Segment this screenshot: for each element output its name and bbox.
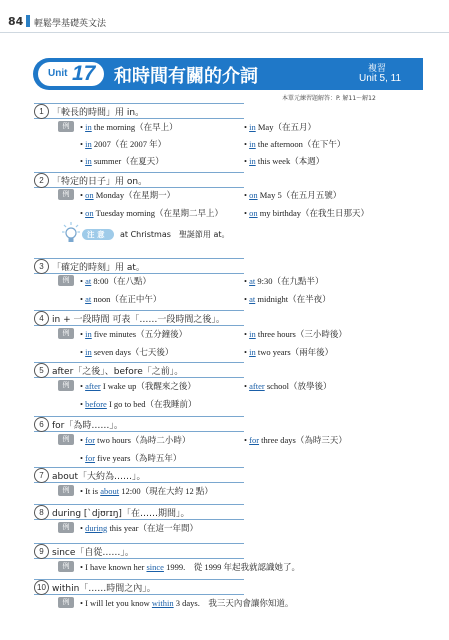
example-prefix: • <box>80 190 86 200</box>
example-prefix: • <box>80 208 86 218</box>
section-title: after「之後」、before「之前」。 <box>52 367 184 377</box>
example-suffix: five years（為時五年） <box>95 453 182 463</box>
preposition-underlined: in <box>249 347 256 357</box>
example-prefix: • It is <box>80 486 101 496</box>
section-header-2 <box>34 172 244 188</box>
preposition-underlined: for <box>249 435 260 445</box>
example-item <box>80 207 223 219</box>
example-suffix: two hours（為時二小時） <box>95 435 191 445</box>
preposition-underlined: in <box>85 122 92 132</box>
example-item <box>244 380 332 392</box>
preposition-underlined: after <box>249 381 265 391</box>
example-suffix: the morning（在早上） <box>91 122 178 132</box>
preposition-underlined: on <box>85 190 94 200</box>
example-prefix: • <box>80 139 86 149</box>
example-item <box>80 293 161 305</box>
example-item <box>244 189 341 201</box>
section-title: in + 一段時間 可表「……一段時間之後」。 <box>52 315 225 325</box>
preposition-underlined: after <box>85 381 101 391</box>
section-title: since「自從……」。 <box>52 548 134 558</box>
preposition-underlined: for <box>85 453 96 463</box>
section-number: 7 <box>34 468 49 483</box>
example-suffix: midnight（在半夜） <box>255 294 331 304</box>
example-prefix: • <box>244 276 250 286</box>
header-divider <box>0 32 449 33</box>
example-item <box>80 597 293 609</box>
example-prefix: • <box>80 523 86 533</box>
example-suffix: five minutes（五分鐘後） <box>91 329 188 339</box>
example-icon: 例 <box>58 522 74 533</box>
example-prefix: • <box>244 435 250 445</box>
example-suffix: this week（本週） <box>255 156 325 166</box>
example-item <box>80 275 151 287</box>
example-item <box>80 452 181 464</box>
example-suffix: seven days（七天後） <box>91 347 174 357</box>
example-prefix: • I will let you know <box>80 598 152 608</box>
example-item <box>244 346 333 358</box>
section-title: 「較長的時間」用 in。 <box>52 108 145 118</box>
example-suffix: noon（在正中午） <box>91 294 162 304</box>
section-number: 1 <box>34 104 49 119</box>
example-suffix: three hours（三小時後） <box>255 329 347 339</box>
example-suffix: summer（在夏天） <box>91 156 164 166</box>
section-title: during [ˋdjʊrɪŋ]「在……期間」。 <box>52 509 190 519</box>
preposition-underlined: at <box>249 276 256 286</box>
example-prefix: • <box>244 122 250 132</box>
section-number: 6 <box>34 417 49 432</box>
preposition-underlined: in <box>249 329 256 339</box>
example-suffix: my birthday（在我生日那天） <box>257 208 370 218</box>
note-label: 注 意 <box>87 230 105 239</box>
section-number: 3 <box>34 259 49 274</box>
preposition-underlined: at <box>85 294 92 304</box>
answer-note: 本單元練習題解答：P. 解11～解12 <box>282 95 376 102</box>
unit-number: 17 <box>72 62 96 85</box>
example-suffix: 1999. 從 1999 年起我就認識她了。 <box>163 562 300 572</box>
example-prefix: • <box>244 381 250 391</box>
example-item <box>80 138 166 150</box>
book-title: 輕鬆學基礎英文法 <box>34 19 107 29</box>
example-suffix: this year（在這一年間） <box>107 523 198 533</box>
preposition-underlined: at <box>85 276 92 286</box>
preposition-underlined: in <box>249 122 256 132</box>
example-prefix: • <box>80 453 86 463</box>
example-icon: 例 <box>58 561 74 572</box>
example-suffix: 3 days. 我三天內會讓你知道。 <box>173 598 294 608</box>
section-header-1 <box>34 103 244 119</box>
example-prefix: • <box>80 435 86 445</box>
example-icon: 例 <box>58 328 74 339</box>
section-number: 9 <box>34 544 49 559</box>
example-icon: 例 <box>58 434 74 445</box>
example-suffix: 9:30（在九點半） <box>255 276 324 286</box>
preposition-underlined: in <box>249 139 256 149</box>
example-item <box>244 155 324 167</box>
example-prefix: • <box>244 139 250 149</box>
preposition-underlined: in <box>85 329 92 339</box>
section-title: within「……時間之內」。 <box>52 584 156 594</box>
note-text: at Christmas 聖誕節用 at。 <box>120 230 230 239</box>
example-suffix: I wake up（我醒來之後） <box>100 381 196 391</box>
section-header-7 <box>34 467 244 483</box>
example-prefix: • <box>80 122 86 132</box>
example-item <box>80 346 173 358</box>
example-icon: 例 <box>58 189 74 200</box>
example-suffix: Monday（在星期一） <box>93 190 176 200</box>
example-suffix: 12:00（現在大約 12 點） <box>119 486 213 496</box>
example-prefix: • <box>80 381 86 391</box>
example-item <box>244 293 331 305</box>
example-icon: 例 <box>58 597 74 608</box>
preposition-underlined: in <box>85 156 92 166</box>
example-item <box>80 189 175 201</box>
example-icon: 例 <box>58 485 74 496</box>
preposition-underlined: before <box>85 399 107 409</box>
example-item <box>244 328 347 340</box>
preposition-underlined: on <box>249 208 258 218</box>
example-icon: 例 <box>58 380 74 391</box>
preposition-underlined: during <box>85 523 108 533</box>
example-prefix: • <box>244 190 250 200</box>
preposition-underlined: since <box>146 562 164 572</box>
header-accent-bar <box>26 15 30 27</box>
preposition-underlined: at <box>249 294 256 304</box>
example-prefix: • <box>244 156 250 166</box>
preposition-underlined: within <box>151 598 174 608</box>
section-number: 10 <box>34 580 49 595</box>
example-prefix: • <box>80 156 86 166</box>
example-item <box>244 138 345 150</box>
example-icon: 例 <box>58 121 74 132</box>
section-number: 8 <box>34 505 49 520</box>
example-item <box>244 434 347 446</box>
example-item <box>80 155 164 167</box>
example-item <box>244 121 316 133</box>
unit-title: 和時間有關的介詞 <box>114 66 258 87</box>
example-prefix: • <box>80 294 86 304</box>
example-prefix: • <box>244 347 250 357</box>
section-title: 「特定的日子」用 on。 <box>52 177 148 187</box>
section-header-10 <box>34 579 244 595</box>
example-prefix: • <box>80 329 86 339</box>
example-item <box>244 275 324 287</box>
preposition-underlined: on <box>249 190 258 200</box>
section-number: 2 <box>34 173 49 188</box>
example-item <box>244 207 369 219</box>
preposition-underlined: in <box>85 139 92 149</box>
example-suffix: school（放學後） <box>264 381 332 391</box>
example-suffix: 8:00（在八點） <box>91 276 151 286</box>
preposition-underlined: on <box>85 208 94 218</box>
preposition-underlined: for <box>85 435 96 445</box>
section-header-5 <box>34 362 244 378</box>
example-item <box>80 522 198 534</box>
example-suffix: May（在五月） <box>255 122 316 132</box>
review-label: 複習 <box>368 64 387 74</box>
example-prefix: • <box>80 276 86 286</box>
example-suffix: I go to bed（在我睡前） <box>106 399 197 409</box>
example-prefix: • <box>244 294 250 304</box>
example-item <box>80 380 196 392</box>
example-prefix: • I have known her <box>80 562 147 572</box>
section-header-8 <box>34 504 244 520</box>
section-number: 4 <box>34 311 49 326</box>
section-number: 5 <box>34 363 49 378</box>
example-suffix: two years（兩年後） <box>255 347 334 357</box>
section-header-3 <box>34 258 244 274</box>
section-header-6 <box>34 416 244 432</box>
example-prefix: • <box>244 208 250 218</box>
preposition-underlined: in <box>249 156 256 166</box>
example-item <box>80 328 187 340</box>
example-icon: 例 <box>58 275 74 286</box>
unit-label: Unit <box>48 68 68 79</box>
example-prefix: • <box>80 347 86 357</box>
section-title: 「確定的時刻」用 at。 <box>52 263 145 273</box>
section-header-4 <box>34 310 244 326</box>
example-suffix: 2007（在 2007 年） <box>91 139 167 149</box>
section-title: about「大約為……」。 <box>52 472 146 482</box>
example-suffix: three days（為時三天） <box>259 435 347 445</box>
preposition-underlined: about <box>100 486 120 496</box>
page-number: 84 <box>8 15 24 28</box>
example-suffix: May 5（在五月五號） <box>257 190 342 200</box>
example-item <box>80 485 213 497</box>
example-item <box>80 561 300 573</box>
example-suffix: Tuesday morning（在星期二早上） <box>93 208 224 218</box>
example-item <box>80 434 190 446</box>
example-item <box>80 121 178 133</box>
example-item <box>80 398 197 410</box>
section-title: for「為時……」。 <box>52 421 123 431</box>
example-prefix: • <box>80 399 86 409</box>
lightbulb-icon <box>62 222 80 244</box>
example-prefix: • <box>244 329 250 339</box>
preposition-underlined: in <box>85 347 92 357</box>
section-header-9 <box>34 543 244 559</box>
review-reference: Unit 5, 11 <box>359 73 402 84</box>
example-suffix: the afternoon（在下午） <box>255 139 346 149</box>
